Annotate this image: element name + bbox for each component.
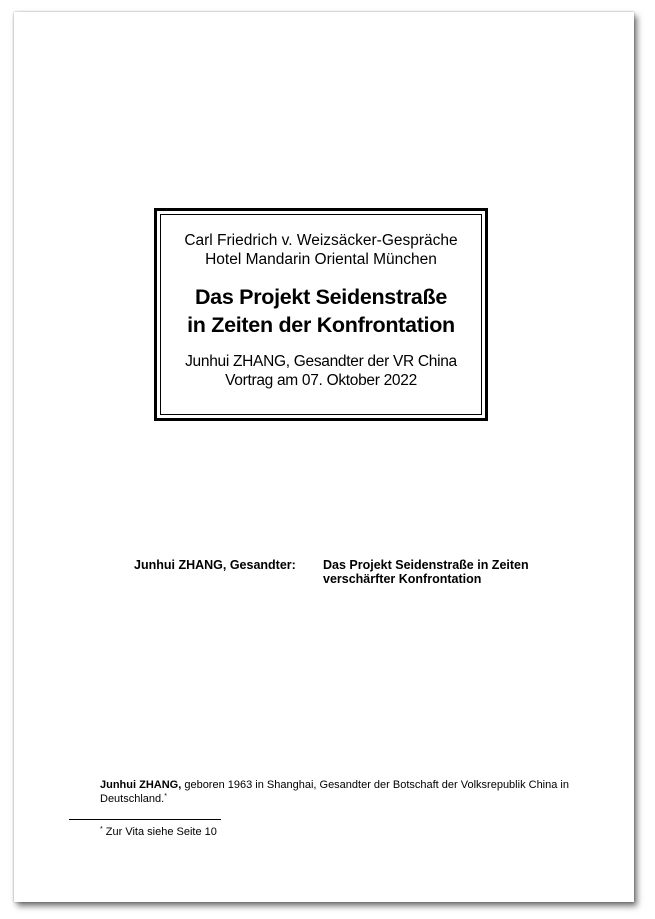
byline xyxy=(157,352,485,390)
footnote xyxy=(100,825,217,839)
event-venue: Hotel Mandarin Oriental München xyxy=(205,251,437,268)
title-box xyxy=(154,208,488,421)
event-header xyxy=(157,231,485,269)
summary-topic-line-2: verschärfter Konfrontation xyxy=(323,572,482,586)
footnote-text: Zur Vita siehe Seite 10 xyxy=(102,826,217,838)
summary-speaker: Junhui ZHANG, Gesandter: xyxy=(134,558,296,572)
bio-name: Junhui ZHANG, xyxy=(100,779,182,791)
document-page xyxy=(14,12,634,902)
footnote-divider xyxy=(69,819,221,820)
bio-text: geboren 1963 in Shanghai, Gesandter der Botschaft der Volksrepublik China in Deutschland. xyxy=(100,779,569,805)
speaker-line: Junhui ZHANG, Gesandter der VR China xyxy=(185,353,457,370)
date-line: Vortrag am 07. Oktober 2022 xyxy=(225,372,417,389)
footnote-marker: * xyxy=(100,826,103,833)
bio-footnote-marker: * xyxy=(164,793,167,800)
summary-topic-line-1: Das Projekt Seidenstraße in Zeiten xyxy=(323,558,529,572)
title-line-1: Das Projekt Seidenstraße xyxy=(194,285,448,309)
title-line-2: in Zeiten der Konfrontation xyxy=(187,313,455,337)
summary-topic xyxy=(323,558,583,586)
event-name: Carl Friedrich v. Weizsäcker-Gespräche xyxy=(184,232,458,249)
document-title xyxy=(157,283,485,339)
speaker-bio xyxy=(100,778,570,806)
